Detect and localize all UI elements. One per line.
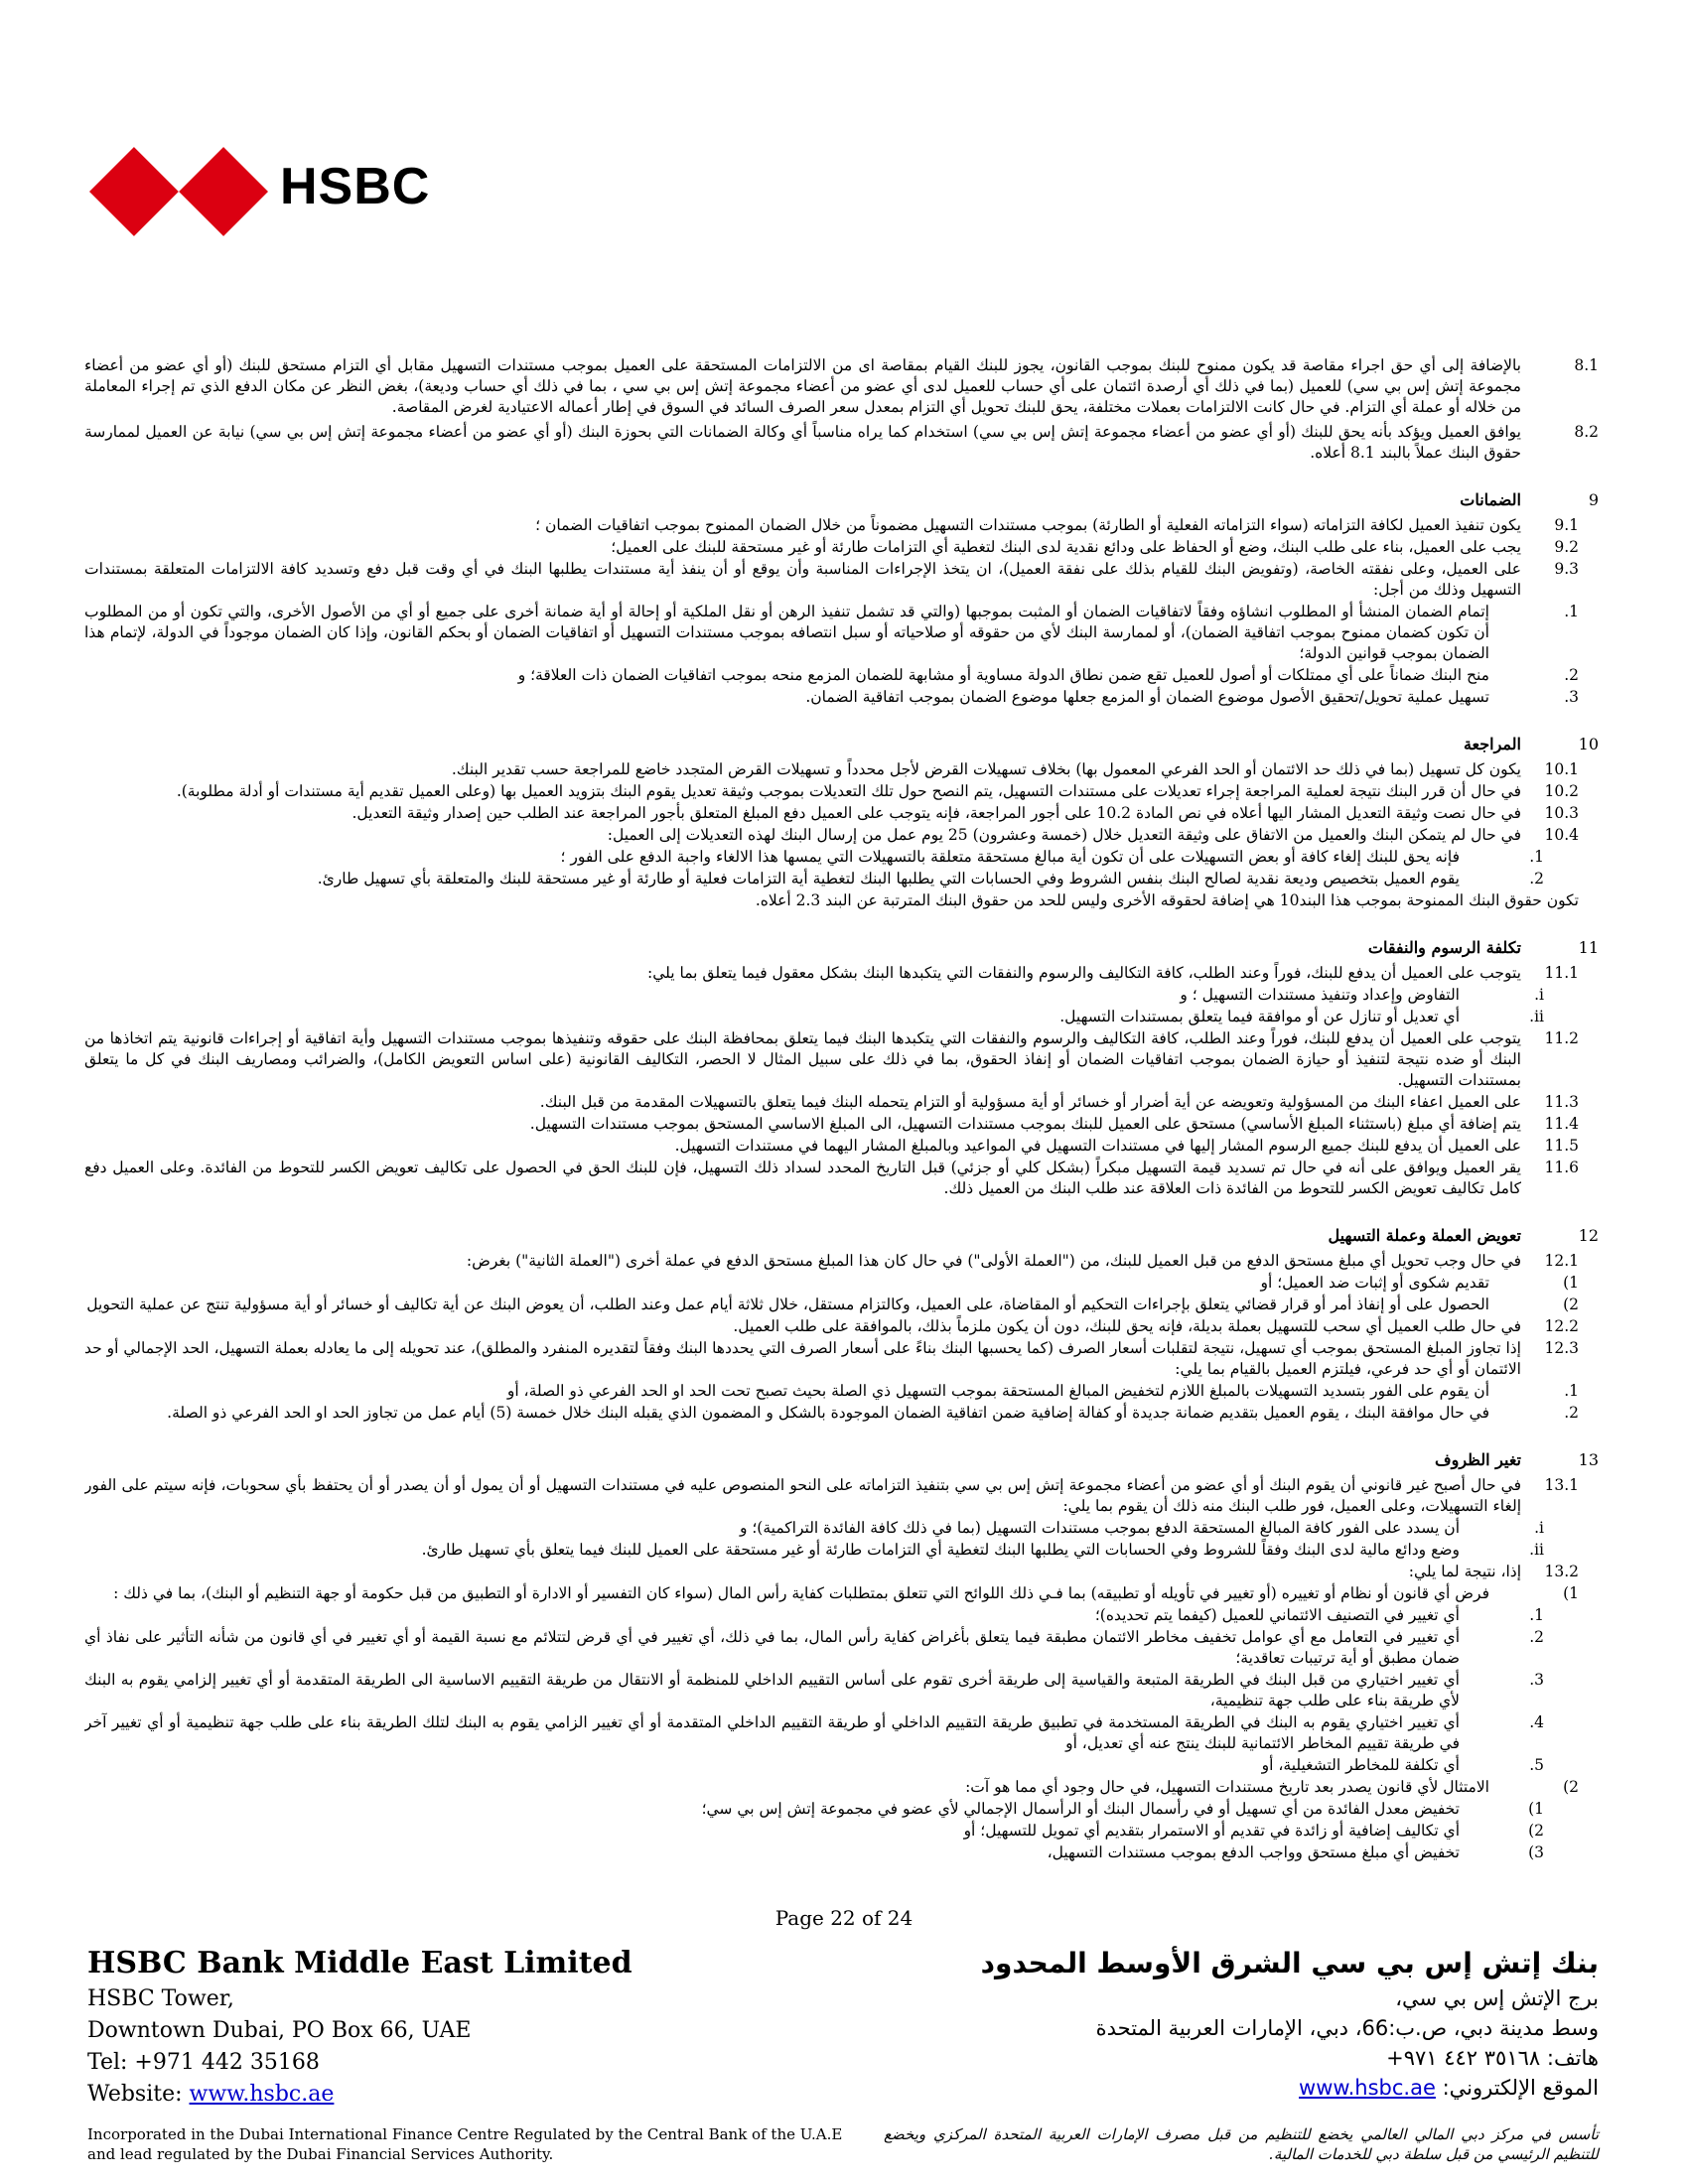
clause-number: 8.1: [1574, 356, 1599, 374]
clause-number: 13.1: [1544, 1476, 1579, 1494]
item-text: أي تكلفة للمخاطر التشغيلية، أو: [1261, 1756, 1460, 1774]
list-item: [84, 1007, 1599, 1027]
clause-number: 11.3: [1544, 1093, 1579, 1111]
clause-text: يوافق العميل ويؤكد بأنه يحق للبنك (أو أي عضو من أعضاء مجموعة إتش إس بي سي) استخدام كما يراه مناسباً أي وكالة الضمانات التي بحوزة البنك (أو أي عضو من أعضاء مجموعة إتش إس بي سي) نيابة عن العميل لممارسة حقوق البنك عملاً بالبند 8.1 أعلاه.: [84, 423, 1521, 462]
item-number: (1: [1528, 1800, 1544, 1818]
clause-text: بالإضافة إلى أي حق اجراء مقاصة قد يكون ممنوح للبنك بموجب القانون، يجوز للبنك القيام بمقاصة اى من الالتزامات المستحقة على العميل بموجب مستندات التسهيل مقابل أي التزام مستحق للبنك (أو أي عضو من أعضاء مجموعة إتش إس بي سي) للعميل (بما في ذلك أي أرصدة ائتمان على أي حساب للعميل لدى أي عضو من أعضاء مجموعة إتش إس بي سي ، بما في ذلك أي حساب وديعة)، بغض النظر عن مكان الدفع الذي تم إجراء المعاملة من خلاله أو عملة أي التزام. في حال كانت الالتزامات بعملات مختلفة، يحق للبنك تحويل أي التزام بمعدل سعر الصرف السائد في السوق في إطار أعماله الاعتيادية لغرض المقاصة.: [84, 356, 1521, 416]
item-text: منح البنك ضماناً على أي ممتلكات أو أصول للعميل تقع ضمن نطاق الدولة مساوية أو مشابهة للضمان المزمع منحه بموجب اتفاقيات الضمان ذات العلاقة؛ و: [517, 666, 1489, 684]
item-number: .3: [1564, 688, 1579, 706]
clause-10-1: [84, 759, 1599, 780]
section-number: 13: [1578, 1450, 1599, 1469]
section-10-heading: [84, 734, 1599, 755]
clause-text: على العميل اعفاء البنك من المسؤولية وتعويضه عن أية أضرار أو خسائر أو أية مسؤولية أو التزام يتحمله البنك فيما يتعلق بالتسهيلات المقدمة من قبل البنك.: [539, 1093, 1521, 1111]
list-item: [84, 1712, 1599, 1754]
clause-text: إذا تجاوز المبلغ المستحق بموجب أي تسهيل، نتيجة لتقلبات أسعار الصرف (كما يحسبها البنك بناءً على أسعار الصرف التي يحددها البنك وفقاً لتقديره المنفرد والمطلق)، عند تحويله إلى ما يعادله بعملة التسهيل، الحد الإجمالي أو حد الائتمان أو أي حد فرعي، فيلتزم العميل بالقيام بما يلي:: [84, 1339, 1521, 1378]
item-text: الامتثال لأي قانون يصدر بعد تاريخ مستندات التسهيل، في حال وجود أي مما هو آت:: [965, 1778, 1489, 1796]
item-number: (2: [1563, 1778, 1579, 1796]
clause-11-3: [84, 1092, 1599, 1113]
item-number: .ii: [1529, 1541, 1544, 1559]
footer-arabic: [981, 1944, 1599, 2103]
clause-number: 11.6: [1544, 1159, 1579, 1176]
item-number: .5: [1529, 1756, 1544, 1774]
clause-9-3: [84, 559, 1599, 601]
clause-number: 10.3: [1544, 804, 1579, 822]
clause-13-2: [84, 1562, 1599, 1582]
list-item: [84, 1295, 1599, 1315]
address-line-2: Downtown Dubai, PO Box 66, UAE: [87, 2018, 472, 2043]
clause-text: في حال أصبح غير قانوني أن يقوم البنك أو أي عضو من أعضاء مجموعة إتش إس بي سي بتنفيذ التزاماته على النحو المنصوص عليه في مستندات التسهيل أو أن يمول أو أن يصدر أو أن يحتفظ بأي سحوبات، فإنه سيتم على الفور إلغاء التسهيلات، وعلى العميل، فور طلب البنك منه ذلك أن يقوم بما يلي:: [84, 1476, 1521, 1515]
list-item: [84, 985, 1599, 1006]
item-text: أن يسدد على الفور كافة المبالغ المستحقة الدفع بموجب مستندات التسهيل (بما في ذلك كافة الفائدة التراكمية)؛ و: [739, 1519, 1460, 1537]
item-text: إتمام الضمان المنشأ أو المطلوب انشاؤه وفقاً لاتفاقيات الضمان أو المثبت بموجبها (والتي قد تشمل تنفيذ الرهن أو نقل الملكية أو إحالة أو أية ضمانة أخرى على جميع أو أي من الأصول الأخرى، والتي تكون أو من المطلوب أن تكون كضمان ممنوح بموجب اتفاقية الضمان)، أو لممارسة البنك لأي من حقوقه أو صلاحياته أو سبل انتصافه بموجب مستندات التسهيل أو اتفاقيات الضمان أو بحكم القانون، وإذا كان الضمان موجوداً في الدولة، لإتمام هذا الضمان بموجب قوانين الدولة؛: [84, 603, 1489, 662]
section-title: تغير الظروف: [1435, 1450, 1521, 1469]
list-item: [84, 1403, 1599, 1424]
clause-text: إذا، نتيجة لما يلي:: [1408, 1563, 1521, 1580]
telephone-ar: هاتف: ٣٥١٦٨ ٤٤٢ ٩٧١+: [1386, 2046, 1599, 2070]
clause-number: 9.3: [1554, 560, 1579, 578]
clause-number: 10.4: [1544, 826, 1579, 844]
item-number: (1: [1563, 1274, 1579, 1292]
section-13-heading: [84, 1449, 1599, 1471]
item-text: في حال موافقة البنك ، يقوم العميل بتقديم ضمانة جديدة أو كفالة إضافية ضمن اتفاقية الضمان الموجودة بالشكل و المضمون الذي يقبله البنك خلال خمسة (5) أيام عمل من تجاوز الحد او الحد الفرعي ذو الصلة.: [167, 1404, 1489, 1422]
list-item: [84, 1273, 1599, 1294]
item-number: .2: [1529, 1628, 1544, 1646]
legal-notice-en: Incorporated in the Dubai International Finance Centre Regulated by the Central Bank of the U.A.E and lead regulated by the Dubai Financial Services Authority.: [87, 2125, 843, 2163]
item-text: تسهيل عملية تحويل/تحقيق الأصول موضوع الضمان أو المزمع جعلها موضوع الضمان بموجب اتفاقية الضمان.: [805, 688, 1489, 706]
section-title: تعويض العملة وعملة التسهيل: [1328, 1226, 1521, 1245]
clause-10-tail: تكون حقوق البنك الممنوحة بموجب هذا البند10 هي إضافة لحقوقه الأخرى وليس للحد من حقوق البنك المترتبة عن البند 2.3 أعلاه.: [755, 891, 1579, 909]
clause-number: 12.3: [1544, 1339, 1579, 1357]
clause-number: 10.1: [1544, 760, 1579, 778]
clause-number: 11.2: [1544, 1029, 1579, 1047]
item-text: تقديم شكوى أو إثبات ضد العميل؛ أو: [1260, 1274, 1489, 1292]
address-line-2-ar: وسط مدينة دبي، ص.ب:66، دبي، الإمارات العربية المتحدة: [1095, 2016, 1599, 2040]
website-link-ar[interactable]: www.hsbc.ae: [1299, 2076, 1436, 2100]
clause-number: 11.4: [1544, 1115, 1579, 1133]
clause-8-2: [84, 422, 1599, 464]
item-number: (2: [1528, 1822, 1544, 1840]
item-number: (3: [1528, 1843, 1544, 1861]
clause-12-3: [84, 1338, 1599, 1380]
clause-9-2: [84, 537, 1599, 558]
clause-8-1: [84, 355, 1599, 418]
website-link[interactable]: www.hsbc.ae: [189, 2082, 335, 2107]
item-text: أي تغيير اختياري يقوم به البنك في الطريقة المستخدمة في تطبيق طريقة التقييم الداخلي أو طريقة التقييم الداخلي المتقدمة أو أي تغيير الزامي يقوم به البنك لتلك الطريقة بناء على طلب جهة تنظيمية أو أي تغيير آخر في طريقة تقييم المخاطر الائتمانية للبنك ينتج عنه أي تعديل، أو: [84, 1713, 1460, 1752]
item-number: .1: [1564, 603, 1579, 620]
clause-text: يكون تنفيذ العميل لكافة التزاماته (سواء التزاماته الفعلية أو الطارئة) بموجب مستندات التسهيل مضموناً من خلال الضمان الممنوح بموجب اتفاقيات الضمان ؛: [535, 516, 1521, 534]
bank-name-ar: بنك إتش إس بي سي الشرق الأوسط المحدود: [980, 1947, 1599, 1979]
website-row: [87, 2079, 633, 2111]
clause-text: في حال طلب العميل أي سحب للتسهيل بعملة بديلة، فإنه يحق للبنك، دون أن يكون ملزماً بذلك، بالموافقة على طلب العميل.: [733, 1317, 1521, 1335]
clause-number: 9.1: [1554, 516, 1579, 534]
item-number: (2: [1563, 1296, 1579, 1313]
website-row-ar: [981, 2073, 1599, 2103]
clause-text: في حال نصت وثيقة التعديل المشار اليها أعلاه في نص المادة 10.2 على أجور المراجعة، فإنه يتوجب على العميل دفع المبلغ المتعلق بأجور المراجعة عند الطلب حين إصدار وثيقة التعديل.: [352, 804, 1521, 822]
website-label: Website:: [87, 2082, 190, 2107]
item-number: .1: [1564, 1382, 1579, 1400]
item-number: .3: [1529, 1671, 1544, 1689]
section-12-heading: [84, 1225, 1599, 1247]
item-number: (1: [1563, 1584, 1579, 1602]
clause-11-6: [84, 1158, 1599, 1199]
list-item: [84, 847, 1599, 868]
telephone: Tel: +971 442 35168: [87, 2050, 320, 2075]
clause-text: في حال أن قرر البنك نتيجة لعملية المراجعة إجراء تعديلات على مستندات التسهيل، يتم النصح حول تلك التعديلات بموجب وثيقة تعديل يقوم البنك بتزويد العميل بها (وعلى العميل تقديم أية مستندات أو أدلة مطلوبة).: [176, 782, 1521, 800]
list-item: [84, 1843, 1599, 1863]
item-text: فإنه يحق للبنك إلغاء كافة أو بعض التسهيلات على أن تكون أية مبالغ مستحقة متعلقة بالتسهيلات التي يمسها هذا الالغاء واجبة الدفع على الفور ؛: [560, 848, 1460, 866]
list-item: [84, 1799, 1599, 1820]
clause-number: 12.2: [1544, 1317, 1579, 1335]
clause-11-4: [84, 1114, 1599, 1135]
logo-wordmark: HSBC: [280, 158, 431, 215]
item-number: .4: [1529, 1713, 1544, 1731]
item-text: أن يقوم على الفور بتسديد التسهيلات بالمبلغ اللازم لتخفيض المبالغ المستحقة بموجب التسهيل ذي الصلة بحيث تصبح تحت الحد او الحد الفرعي ذو الصلة، أو: [506, 1382, 1489, 1400]
clause-12-1: [84, 1251, 1599, 1272]
list-item: [84, 1518, 1599, 1539]
item-number: .1: [1529, 848, 1544, 866]
section-number: 11: [1578, 938, 1599, 957]
section-title: المراجعة: [1463, 735, 1521, 753]
clause-13-1: [84, 1475, 1599, 1517]
bank-name-en: HSBC Bank Middle East Limited: [87, 1946, 633, 1980]
section-number: 10: [1578, 735, 1599, 753]
item-text: أي تغيير في التصنيف الائتماني للعميل (كيفما يتم تحديده)؛: [1094, 1606, 1460, 1624]
clause-text: على العميل أن يدفع للبنك جميع الرسوم المشار إليها في مستندات التسهيل في المواعيد وبالمبلغ المشار اليهما في مستندات التسهيل.: [674, 1137, 1521, 1155]
clause-text: يكون كل تسهيل (بما في ذلك حد الائتمان أو الحد الفرعي المعمول بها) بخلاف تسهيلات القرض لأجل محدداً و تسهيلات القرض المتجدد خاضع للمراجعة حسب تقدير البنك.: [451, 760, 1521, 778]
clause-text: يجب على العميل، بناء على طلب البنك، وضع أو الحفاظ على ودائع نقدية لدى البنك لتغطية أي التزامات طارئة أو غير مستحقة للبنك على العميل؛: [611, 538, 1521, 556]
clause-12-2: [84, 1316, 1599, 1337]
list-item: [84, 1670, 1599, 1711]
clause-11-5: [84, 1136, 1599, 1157]
list-item: [84, 869, 1599, 889]
section-title: الضمانات: [1460, 490, 1521, 509]
clause-10-4: [84, 825, 1599, 846]
item-number: .i: [1534, 986, 1544, 1004]
clause-9-1: [84, 515, 1599, 536]
item-text: الحصول على أو إنفاذ أمر أو قرار قضائي يتعلق بإجراءات التحكيم أو المقاضاة، على العميل، وكالتزام مستقل، خلال ثلاثة أيام عمل وعند الطلب، أن يعوض البنك عن أية تكاليف أو خسائر أو أية مسؤولية تنتج عن عملية التحويل: [86, 1296, 1489, 1313]
item-number: .ii: [1529, 1008, 1544, 1025]
list-item: [84, 1540, 1599, 1561]
section-title: تكلفة الرسوم والنفقات: [1367, 938, 1521, 957]
section-9-heading: [84, 489, 1599, 511]
clause-number: 10.2: [1544, 782, 1579, 800]
clause-text: في حال وجب تحويل أي مبلغ مستحق الدفع من قبل العميل للبنك، من ("العملة الأولى") في حال كان هذا المبلغ مستحق الدفع في عملة أخرى ("العملة الثانية") بغرض:: [466, 1252, 1521, 1270]
item-text: وضع ودائع مالية لدى البنك وفقاً للشروط وفي الحسابات التي يطلبها البنك لتغطية أي التزامات طارئة أو غير مستحقة على العميل للبنك فيما يتعلق بأي تسهيل طارئ.: [421, 1541, 1460, 1559]
address-line-1-ar: برج الإتش إس بي سي،: [1395, 1986, 1599, 2010]
list-item: [84, 602, 1599, 664]
list-item: [84, 1821, 1599, 1842]
section-number: 12: [1578, 1226, 1599, 1245]
clause-text: في حال لم يتمكن البنك والعميل من الاتفاق على وثيقة التعديل خلال (خمسة وعشرون) 25 يوم عمل من إرسال البنك لهذه التعديلات إلى العميل:: [607, 826, 1521, 844]
clause-text: على العميل، وعلى نفقته الخاصة، (وتفويض البنك للقيام بذلك على نفقة العميل)، ان يتخذ الإجراءات المناسبة وأن يوقع أو أن ينفذ أية مستندات يطلبها البنك في أي وقت قبل دفع وتسديد كافة الالتزامات المتعلقة بمستندات التسهيل وذلك من أجل:: [84, 560, 1521, 599]
clause-number: 9.2: [1554, 538, 1579, 556]
list-item: [84, 1605, 1599, 1626]
list-item: [84, 1627, 1599, 1669]
document-body: [84, 355, 1599, 1894]
list-item: [84, 1755, 1599, 1776]
item-text: تخفيض معدل الفائدة من أي تسهيل أو في رأسمال البنك أو الرأسمال الإجمالي لأي عضو في مجموعة إتش إس بي سي؛: [701, 1800, 1460, 1818]
clause-text: يتوجب على العميل أن يدفع للبنك، فوراً وعند الطلب، كافة التكاليف والرسوم والنفقات التي يتكبدها البنك فيما يتعلق بمحافظة البنك على حقوقه وتنفيذها بموجب مستندات التسهيل وأية اتفاقية أو إجراءات قانونية يتم اتخاذها من البنك أو ضده نتيجة لتنفيذ أو حيازة الضمان بموجب اتفاقيات الضمان أو إنفاذ الحقوق، بما في ذلك على سبيل المثال لا الحصر، التكاليف القانونية (على اساس التعويض الكامل)، والضرائب ومصاريف البنك في كل ما يتعلق بمستندات التسهيل.: [84, 1029, 1521, 1089]
item-number: .i: [1534, 1519, 1544, 1537]
clause-10-2: [84, 781, 1599, 802]
footer-english: [87, 1944, 633, 2111]
address-line-1: HSBC Tower,: [87, 1986, 234, 2011]
legal-notice-ar: تأسس في مركز دبي المالي العالمي يخضع للتنظيم من قبل مصرف الإمارات العربية المتحدة المركزي ويخضع للتنظيم الرئيسي من قبل سلطة دبي للخدمات المالية.: [884, 2125, 1599, 2163]
list-item: [84, 687, 1599, 708]
clause-11-1: [84, 963, 1599, 984]
clause-11-2: [84, 1028, 1599, 1091]
website-label-ar: الموقع الإلكتروني:: [1435, 2076, 1599, 2100]
item-text: تخفيض أي مبلغ مستحق وواجب الدفع بموجب مستندات التسهيل،: [1047, 1843, 1460, 1861]
page-indicator: Page 22 of 24: [774, 1906, 914, 1930]
clause-number: 11.1: [1544, 964, 1579, 982]
item-text: أي تعديل أو تنازل عن أو موافقة فيما يتعلق بمستندات التسهيل.: [1059, 1008, 1460, 1025]
item-text: أي تكاليف إضافية أو زائدة في تقديم أو الاستمرار بتقديم أي تمويل للتسهيل؛ أو: [963, 1822, 1460, 1840]
item-number: .2: [1529, 870, 1544, 887]
clause-text: يتم إضافة أي مبلغ (باستثناء المبلغ الأساسي) مستحق على العميل للبنك بموجب مستندات التسهيل، الى المبلغ الاساسي المستحق بموجب مستندات التسهيل.: [529, 1115, 1521, 1133]
item-text: التفاوض وإعداد وتنفيذ مستندات التسهيل ؛ و: [1180, 986, 1460, 1004]
item-number: .1: [1529, 1606, 1544, 1624]
list-item: [84, 665, 1599, 686]
item-number: .2: [1564, 1404, 1579, 1422]
item-text: أي تغيير في التعامل مع أي عوامل تخفيف مخاطر الائتمان مطبقة فيما يتعلق بأغراض كفاية رأس المال، بما في ذلك، أي تغيير في أي قرض لتتلائم مع نسبة القيمة أو أي تغيير في أي قانون من شأنه التأثير على نفاذ أي ضمان مطبق أو أية ترتيبات تعاقدية؛: [84, 1628, 1460, 1667]
clause-text: يقر العميل ويوافق على أنه في حال تم تسديد قيمة التسهيل مبكراً (بشكل كلي أو جزئي) قبل التاريخ المحدد لسداد ذلك التسهيل، فإن للبنك الحق في الحصول على تكاليف تعويض الكسر للتحوط من الفائدة. وعلى العميل دفع كامل تكاليف تعويض الكسر للتحوط من الفائدة ذات العلاقة عند طلب البنك من العميل ذلك.: [84, 1159, 1521, 1197]
section-11-heading: [84, 937, 1599, 959]
clause-10-3: [84, 803, 1599, 824]
hsbc-hexagon-logo: [89, 147, 268, 236]
clause-number: 8.2: [1574, 423, 1599, 441]
clause-number: 11.5: [1544, 1137, 1579, 1155]
item-number: .2: [1564, 666, 1579, 684]
item-text: يقوم العميل بتخصيص وديعة نقدية لصالح البنك بنفس الشروط وفي الحسابات التي يطلبها البنك لتغطية أية التزامات فعلية أو طارئة أو غير مستحقة للبنك والمتعلقة بأي تسهيل طارئ.: [317, 870, 1460, 887]
section-number: 9: [1588, 490, 1599, 509]
item-text: فرض أي قانون أو نظام أو تغييره (أو تغيير في تأويله أو تطبيقه) بما فـي ذلك اللوائح التي تتعلق بمتطلبات كفاية رأس المال (سواء كان التفسير أو الادارة أو التطبيق من قبل حكومة أو جهة التنظيم أو البنك)، بما في ذلك :: [113, 1584, 1489, 1602]
item-text: أي تغيير اختياري من قبل البنك في الطريقة المتبعة والقياسية إلى طريقة أخرى تقوم على أساس التقييم الداخلي للمنظمة أو الانتقال من طريقة التقييم الاساسية الى الطريقة المتقدمة أو أي تغيير إلزامي يقوم به البنك لأي طريقة بناء على طلب جهة تنظيمية،: [84, 1671, 1460, 1709]
list-item: [84, 1777, 1599, 1798]
clause-number: 13.2: [1544, 1563, 1579, 1580]
clause-number: 12.1: [1544, 1252, 1579, 1270]
clause-text: يتوجب على العميل أن يدفع للبنك، فوراً وعند الطلب، كافة التكاليف والرسوم والنفقات التي يتكبدها البنك بشكل معقول فيما يتعلق بما يلي:: [646, 964, 1521, 982]
list-item: [84, 1583, 1599, 1604]
list-item: [84, 1381, 1599, 1402]
